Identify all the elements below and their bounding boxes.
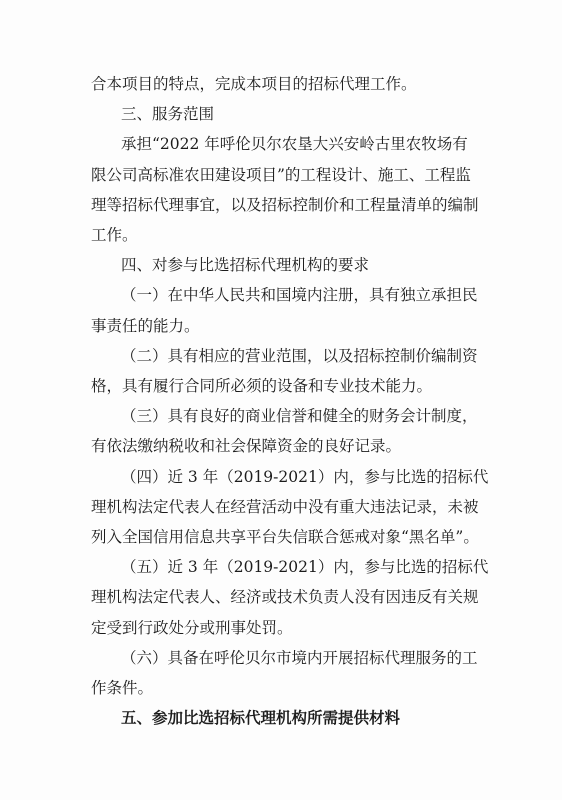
paragraph-line: 理等招标代理事宜，以及招标控制价和工程量清单的编制 bbox=[91, 195, 479, 214]
section-heading-3: 三、服务范围 bbox=[121, 105, 215, 124]
paragraph-line: 工作。 bbox=[91, 226, 138, 244]
paragraph-line: 理机构法定代表人在经营活动中没有重大违法记录，未被 bbox=[91, 497, 479, 516]
section-heading-5: 五、参加比选招标代理机构所需提供材料 bbox=[121, 709, 401, 728]
paragraph-line: 定受到行政处分或刑事处罚。 bbox=[91, 618, 293, 637]
list-item-line: （三）具有良好的商业信誉和健全的财务会计制度， bbox=[121, 407, 478, 426]
paragraph-line: 限公司高标准农田建设项目”的工程设计、施工、工程监 bbox=[91, 165, 471, 184]
section-heading-4: 四、对参与比选招标代理机构的要求 bbox=[121, 256, 370, 275]
list-item-line: （二）具有相应的营业范围，以及招标控制价编制资 bbox=[121, 346, 478, 365]
paragraph-line: 承担“2022 年呼伦贝尔农垦大兴安岭古里农牧场有 bbox=[121, 135, 468, 154]
paragraph-line: 作条件。 bbox=[91, 679, 154, 697]
list-item-line: （一）在中华人民共和国境内注册，具有独立承担民 bbox=[121, 286, 478, 305]
list-item-line: （六）具备在呼伦贝尔市境内开展招标代理服务的工 bbox=[121, 648, 478, 667]
paragraph-line: 列入全国信用信息共享平台失信联合惩戒对象“黑名单”。 bbox=[91, 528, 479, 546]
paragraph-line: 合本项目的特点，完成本项目的招标代理工作。 bbox=[91, 75, 417, 93]
list-item-line: （四）近 3 年（2019-2021）内，参与比选的招标代 bbox=[121, 467, 489, 486]
paragraph-line: 格，具有履行合同所必须的设备和专业技术能力。 bbox=[91, 377, 433, 395]
paragraph-line: 事责任的能力。 bbox=[91, 316, 200, 335]
paragraph-line: 有依法缴纳税收和社会保障资金的良好记录。 bbox=[91, 437, 402, 456]
paragraph-line: 理机构法定代表人、经济或技术负责人没有因违反有关规 bbox=[91, 588, 479, 607]
list-item-line: （五）近 3 年（2019-2021）内，参与比选的招标代 bbox=[121, 558, 489, 577]
